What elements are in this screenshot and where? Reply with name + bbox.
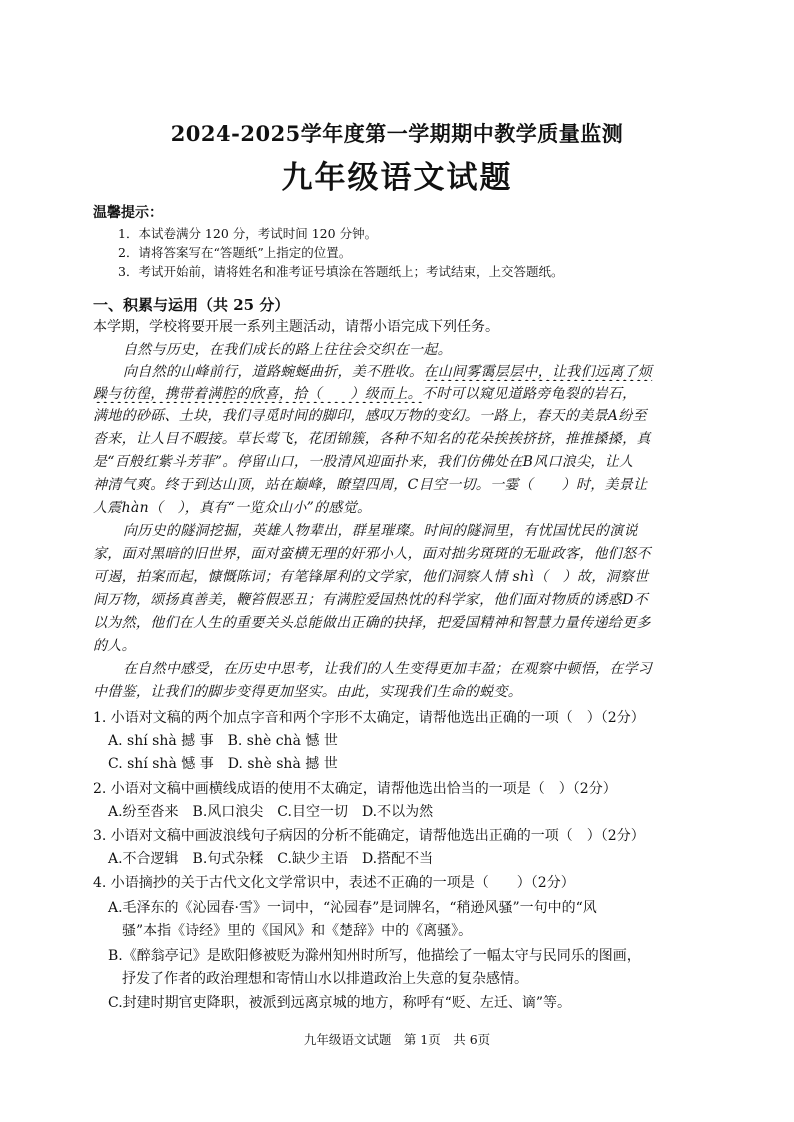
section-heading: 一、积累与运用（共 25 分） <box>93 296 290 314</box>
passage-line: 在自然中感受，在历史中思考，让我们的人生变得更加丰盈；在观察中顿悟，在学习 <box>123 661 653 677</box>
question-4-option-a: A.毛泽东的《沁园春·雪》一词中，“沁园春”是词牌名，“稍逊风骚”一句中的“风 <box>108 900 597 916</box>
passage-line: 以为然，他们在人生的重要关头总能做出正确的抉择，把爱国精神和智慧力量传递给更多 <box>93 615 651 631</box>
passage-line: 向历史的隧洞挖掘，英雄人物辈出，群星璀璨。时间的隧洞里，有忧国忧民的演说 <box>123 523 638 539</box>
passage-text: 不时可以窥见道路旁龟裂的岩石， <box>421 386 637 402</box>
passage-line: 的人。 <box>93 638 136 654</box>
passage-line: 沓来，让人目不暇接。草长莺飞，花团锦簇，各种不知名的花朵挨挨挤挤，推推搡搡，真 <box>93 431 651 447</box>
page-footer: 九年级语文试题 第 1页 共 6页 <box>303 1032 491 1047</box>
passage-text: 向自然的山峰前行，道路蜿蜒曲折，美不胜收。 <box>123 364 424 380</box>
passage-line <box>93 383 705 403</box>
question-3-stem: 3. 小语对文稿中画波浪线句子病因的分析不能确定，请帮他选出正确的一项（ ）（2分） <box>93 828 645 844</box>
question-1-options-cd: C. shí shà 憾 事 D. shè shà 撼 世 <box>108 756 338 772</box>
question-4-stem: 4. 小语摘抄的关于古代文化文学常识中，表述不正确的一项是（ ）（2分） <box>93 875 575 891</box>
question-1-stem: 1. 小语对文稿的两个加点字音和两个字形不太确定，请帮他选出正确的一项（ ）（2分） <box>93 710 645 726</box>
passage-line: 自然与历史，在我们成长的路上往往会交织在一起。 <box>123 342 452 358</box>
question-4-option-b-cont: 抒发了作者的政治理想和寄情山水以排遣政治上失意的复杂感情。 <box>122 971 528 987</box>
question-3-options: A.不合逻辑 B.句式杂糅 C.缺少主语 D.搭配不当 <box>108 851 434 867</box>
exam-subject-title: 九年级语文试题 <box>281 160 513 196</box>
question-4-option-b: B.《醉翁亭记》是欧阳修被贬为滁州知州时所写，他描绘了一幅太守与民同乐的图画， <box>108 948 641 964</box>
question-4-option-c: C.封建时期官吏降职，被派到远离京城的地方，称呼有“贬、左迁、谪”等。 <box>108 995 571 1011</box>
passage-line: 人震hàn（ ），真有“一览众山小”的感觉。 <box>93 500 372 516</box>
passage-line: 满地的砂砾、土块，我们寻觅时间的脚印，感叹万物的变幻。一路上，春天的美景A纷至 <box>93 408 647 424</box>
question-2-options: A.纷至沓来 B.风口浪尖 C.目空一切 D.不以为然 <box>108 804 434 820</box>
tip-item-2: 2．请将答案写在“答题纸”上指定的位置。 <box>118 245 352 260</box>
tip-item-1: 1．本试卷满分 120 分，考试时间 120 分钟。 <box>118 226 378 241</box>
passage-line <box>123 361 705 381</box>
passage-line: 间万物，颂扬真善美，鞭笞假恶丑；有满腔爱国热忱的科学家，他们面对物质的诱惑D不 <box>93 592 648 608</box>
passage-line: 中借鉴，让我们的脚步变得更加坚实。由此，实现我们生命的蜕变。 <box>93 684 522 700</box>
passage-line: 神清气爽。终于到达山顶，站在巅峰，瞭望四周，C目空一切。一霎（ ）时，美景让 <box>93 477 648 493</box>
section-intro: 本学期，学校将要开展一系列主题活动，请帮小语完成下列任务。 <box>93 319 499 335</box>
tips-heading: 温馨提示： <box>93 205 163 221</box>
question-2-stem: 2. 小语对文稿中画横线成语的使用不太确定，请帮他选出恰当的一项是（ ）（2分） <box>93 781 617 797</box>
question-4-option-a-cont: 骚”本指《诗经》里的《国风》和《楚辞》中的《离骚》。 <box>122 923 473 939</box>
exam-title: 2024-2025学年度第一学期期中教学质量监测 <box>170 121 624 146</box>
passage-line: 是“百般红紫斗芳菲”。停留山口，一股清风迎面扑来，我们仿佛处在B风口浪尖，让人 <box>93 454 634 470</box>
tip-item-3: 3．考试开始前，请将姓名和准考证号填涂在答题纸上；考试结束，上交答题纸。 <box>118 264 564 279</box>
wavy-underlined-sentence: 在山间雾霭层层中，让我们远离了烦 <box>423 364 653 380</box>
question-1-options-ab: A. shí shà 撼 事 B. shè chà 憾 世 <box>108 733 338 749</box>
passage-line: 可遏，拍案而起，慷慨陈词；有笔锋犀利的文学家，他们洞察人情 shì（ ）故，洞察世 <box>93 569 649 585</box>
passage-line: 家，面对黑暗的旧世界，面对蛮横无理的奸邪小人，面对拙劣斑斑的无耻政客，他们怒不 <box>93 546 651 562</box>
wavy-underlined-sentence-cont: 躁与彷徨，携带着满腔的欣喜，拾（ ）级而上。 <box>93 386 422 402</box>
